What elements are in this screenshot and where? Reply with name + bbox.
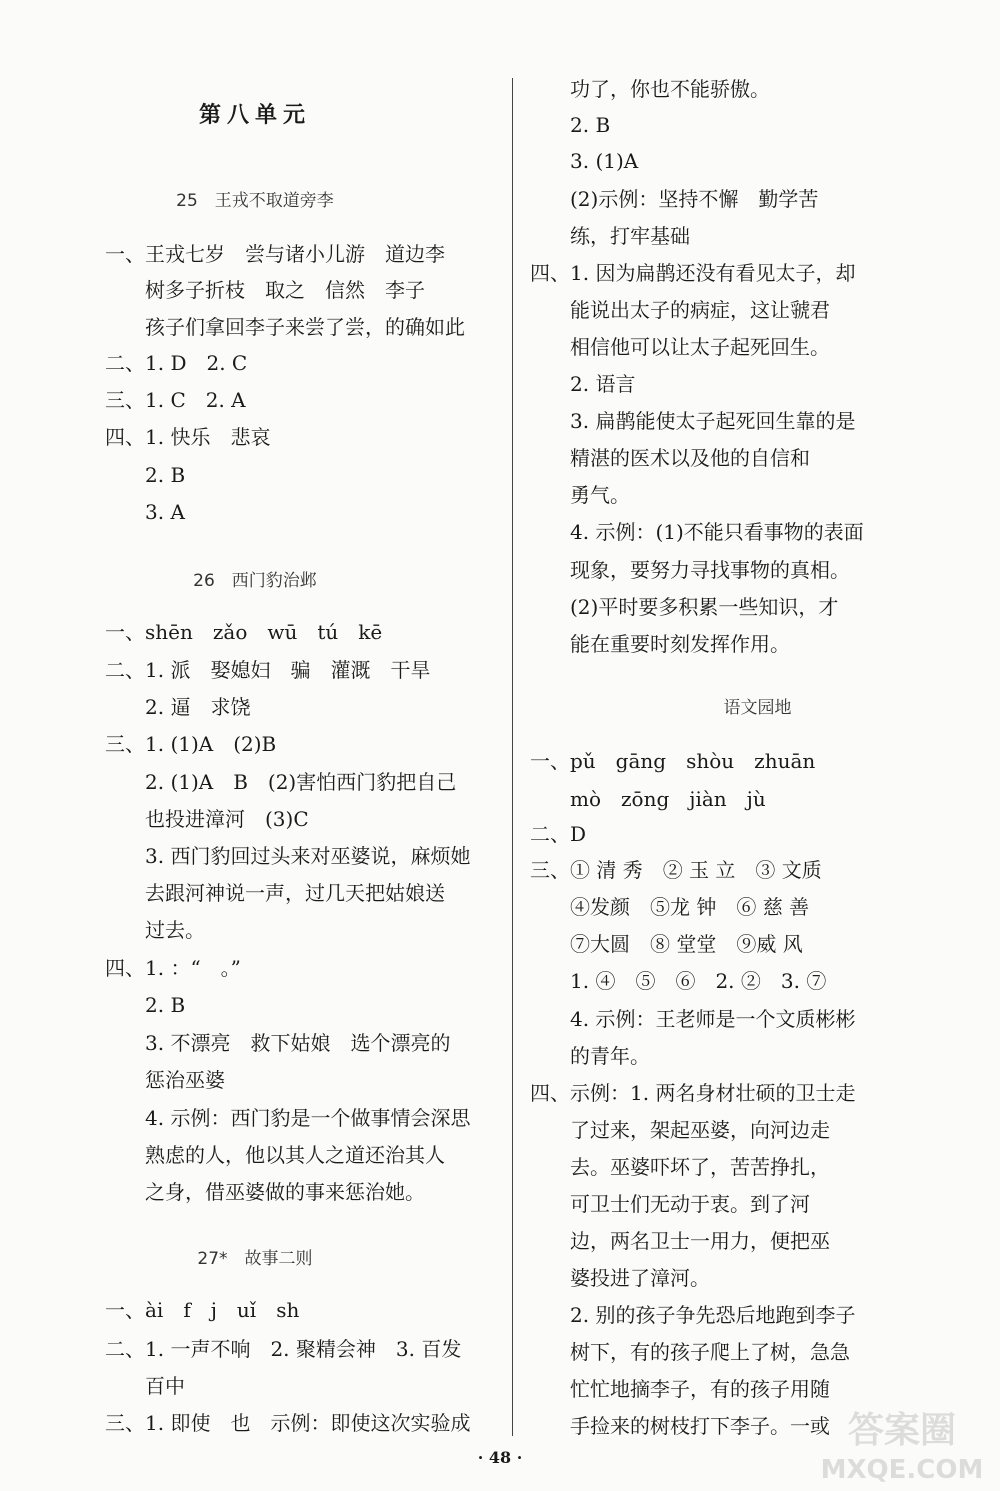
answer-line: 勇气。 <box>530 483 630 507</box>
answer-line: 2. B <box>105 463 186 487</box>
answer-line: (2)示例：坚持不懈 勤学苦 <box>530 187 819 211</box>
answer-line: 2. (1)A B (2)害怕西门豹把自己 <box>105 770 457 794</box>
answer-line: (2)平时要多积累一些知识，才 <box>530 595 839 619</box>
answer-line: 2. B <box>105 993 186 1017</box>
section-title-27: 27* 故事二则 <box>197 1249 313 1269</box>
answer-line: 了过来，架起巫婆，向河边走 <box>530 1118 830 1142</box>
answer-line: 2. 别的孩子争先恐后地跑到李子 <box>530 1303 856 1327</box>
answer-line: 熟虑的人，他以其人之道还治其人 <box>105 1143 445 1167</box>
answer-line: 二、1. D 2. C <box>105 351 248 375</box>
answer-line: 一、pǔ gāng shòu zhuān <box>530 749 816 773</box>
answer-line: 功了，你也不能骄傲。 <box>530 77 770 101</box>
answer-line: 四、1. 因为扁鹊还没有看见太子，却 <box>530 261 856 285</box>
answer-line: 3. (1)A <box>530 149 639 173</box>
answer-line: 树多子折枝 取之 信然 李子 <box>105 278 425 302</box>
answer-line: 过去。 <box>105 918 205 942</box>
answer-line: 边，两名卫士一用力，便把巫 <box>530 1229 830 1253</box>
answer-line: 三、1. 即使 也 示例：即使这次实验成 <box>105 1411 471 1435</box>
answer-line: 四、1. 快乐 悲哀 <box>105 425 271 449</box>
answer-line: 可卫士们无动于衷。到了河 <box>530 1192 810 1216</box>
answer-line: 之身，借巫婆做的事来惩治她。 <box>105 1180 425 1204</box>
answer-line: 孩子们拿回李子来尝了尝，的确如此 <box>105 315 465 339</box>
section-title-garden: 语文园地 <box>723 698 792 718</box>
answer-line: 1. ④ ⑤ ⑥ 2. ② 3. ⑦ <box>530 969 827 993</box>
answer-line: 4. 示例：西门豹是一个做事情会深思 <box>105 1106 471 1130</box>
answer-line: 的青年。 <box>530 1044 650 1068</box>
answer-line: 2. 逼 求饶 <box>105 695 251 719</box>
answer-line: 一、shēn zǎo wū tú kē <box>105 620 383 644</box>
answer-line: 3. A <box>105 500 185 524</box>
answer-line: 也投进漳河 (3)C <box>105 807 309 831</box>
answer-line: 二、1. 派 娶媳妇 骗 灌溉 干旱 <box>105 658 431 682</box>
answer-line: 忙忙地摘李子，有的孩子用随 <box>530 1377 830 1401</box>
answer-line: 一、ài f j uǐ sh <box>105 1298 300 1322</box>
answer-line: 去跟河神说一声，过几天把姑娘送 <box>105 881 445 905</box>
answer-line: 四、1. ：“ 。” <box>105 956 241 980</box>
answer-line: 婆投进了漳河。 <box>530 1266 710 1290</box>
answer-line: 三、1. (1)A (2)B <box>105 732 277 756</box>
answer-line: 现象，要努力寻找事物的真相。 <box>530 558 850 582</box>
answer-line: 三、① 清 秀 ② 玉 立 ③ 文质 <box>530 858 822 882</box>
answer-line: 3. 扁鹊能使太子起死回生靠的是 <box>530 409 856 433</box>
answer-line: 一、王戎七岁 尝与诸小儿游 道边李 <box>105 242 445 266</box>
column-divider <box>512 78 513 1436</box>
answer-line: ⑦大圆 ⑧ 堂堂 ⑨威 风 <box>530 932 803 956</box>
answer-line: 三、1. C 2. A <box>105 388 246 412</box>
section-title-26: 26 西门豹治邺 <box>193 571 317 591</box>
answer-line: 4. 示例：(1)不能只看事物的表面 <box>530 520 864 544</box>
answer-line: 2. 语言 <box>530 372 636 396</box>
answer-line: 能说出太子的病症，这让虢君 <box>530 298 830 322</box>
answer-line: 惩治巫婆 <box>105 1068 225 1092</box>
section-title-25: 25 王戎不取道旁李 <box>176 191 334 211</box>
answer-line: 练，打牢基础 <box>530 224 690 248</box>
answer-line: mò zōng jiàn jù <box>530 787 766 811</box>
answer-line: 相信他可以让太子起死回生。 <box>530 335 830 359</box>
answer-line: 去。巫婆吓坏了，苦苦挣扎， <box>530 1155 830 1179</box>
answer-line: 3. 西门豹回过头来对巫婆说，麻烦她 <box>105 844 471 868</box>
answer-line: 二、D <box>530 822 587 846</box>
page-number: · 48 · <box>477 1448 523 1467</box>
svg-text:MXQE.COM: MXQE.COM <box>820 1455 984 1485</box>
watermark-logo <box>810 1398 995 1488</box>
answer-line: ④发颜 ⑤龙 钟 ⑥ 慈 善 <box>530 895 810 919</box>
answer-line: 百中 <box>105 1374 185 1398</box>
answer-line: 精湛的医术以及他的自信和 <box>530 446 810 470</box>
answer-line: 四、示例：1. 两名身材壮硕的卫士走 <box>530 1081 856 1105</box>
answer-line: 2. B <box>530 113 611 137</box>
answer-line: 能在重要时刻发挥作用。 <box>530 632 790 656</box>
answer-line: 3. 不漂亮 救下姑娘 选个漂亮的 <box>105 1031 451 1055</box>
answer-line: 树下，有的孩子爬上了树，急急 <box>530 1340 850 1364</box>
answer-line: 手捡来的树枝打下李子。一或 <box>530 1414 830 1438</box>
answer-line: 二、1. 一声不响 2. 聚精会神 3. 百发 <box>105 1337 462 1361</box>
answer-line: 4. 示例：王老师是一个文质彬彬 <box>530 1007 856 1031</box>
svg-text:答案圈: 答案圈 <box>847 1410 957 1451</box>
unit-title: 第八单元 <box>198 102 311 128</box>
